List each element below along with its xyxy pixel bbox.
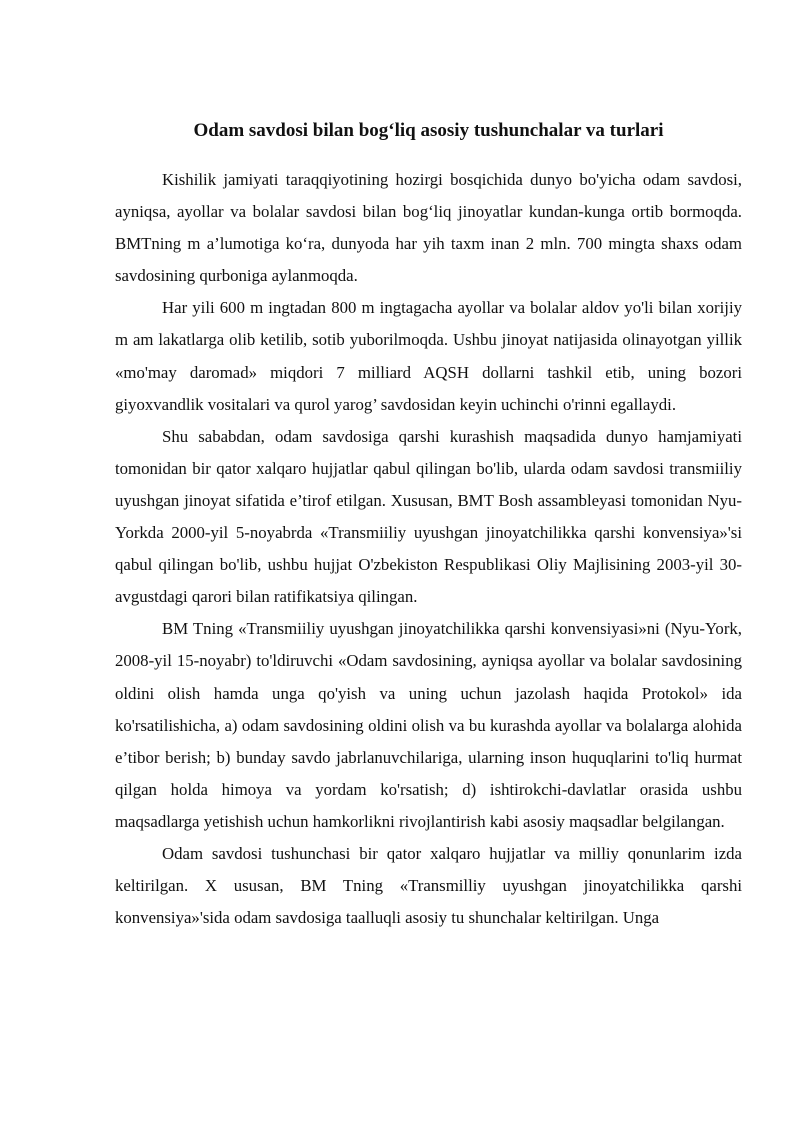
document-body xyxy=(115,118,742,934)
paragraph: Odam savdosi tushunchasi bir qator xalqaro hujjatlar va milliy qonunlarim izda keltirilgan. X ususan, BM Tning «Transmilliy uyushgan jinoyatchilikka qarshi konvensiya»'sida odam savdosiga taalluqli asosiy tu shunchalar keltirilgan. Unga xyxy=(115,843,742,928)
paragraph: BM Tning «Transmiiliy uyushgan jinoyatchilikka qarshi konvensiyasi»ni (Nyu-York, 2008-yil 15-noyabr) to'ldiruvchi «Odam savdosining, ayniqsa ayollar va bolalar savdosining oldini olish hamda unga qo'yish va uning uchun jazolash haqida Protokol» ida ko'rsatilishicha, a) odam savdosining oldini olish va bu kurashda ayollar va bolalarga alohida e’tibor berish; b) bunday savdo jabrlanuvchilariga, ularning inson huquqlarini to'liq hurmat qilgan holda himoya va yordam ko'rsatish; d) ishtirokchi-davlatlar orasida ushbu maqsadlarga yetishish uchun hamkorlikni rivojlantirish kabi asosiy maqsadlar belgilangan. xyxy=(115,619,742,831)
document-title: Odam savdosi bilan bog‘liq asosiy tushunchalar va turlari xyxy=(193,120,664,141)
paragraph: Har yili 600 m ingtadan 800 m ingtagacha ayollar va bolalar aldov yo'li bilan xorijiy m am lakatlarga olib ketilib, sotib yuborilmoqda. Ushbu jinoyat natijasida olinayotgan yillik «mo'may daromad» miqdori 7 milliard AQSH dollarni tashkil etib, uning bozori giyoxvandlik vositalari va qurol yarog’ savdosidan keyin uchinchi o'rinni egallaydi. xyxy=(115,298,742,414)
paragraph: Kishilik jamiyati taraqqiyotining hozirgi bosqichida dunyo bo'yicha odam savdosi, ayniqsa, ayollar va bolalar savdosi bilan bog‘liq jinoyatlar kundan-kunga ortib bormoqda. BMTning m a’lumotiga ko‘ra, dunyoda har yih taxm inan 2 mln. 700 mingta shaxs odam savdosining qurboniga aylanmoqda. xyxy=(115,170,742,286)
paragraph: Shu sababdan, odam savdosiga qarshi kurashish maqsadida dunyo hamjamiyati tomonidan bir qator xalqaro hujjatlar qabul qilingan bo'lib, ularda odam savdosi transmiiliy uyushgan jinoyat sifatida e’tirof etilgan. Xususan, BMT Bosh assambleyasi tomonidan Nyu-Yorkda 2000-yil 5-noyabrda «Transmiiliy uyushgan jinoyatchilikka qarshi konvensiya»'si qabul qilingan bo'lib, ushbu hujjat O'zbekiston Respublikasi Oliy Majlisining 2003-yil 30-avgustdagi qarori bilan ratifikatsiya qilingan. xyxy=(115,426,742,607)
